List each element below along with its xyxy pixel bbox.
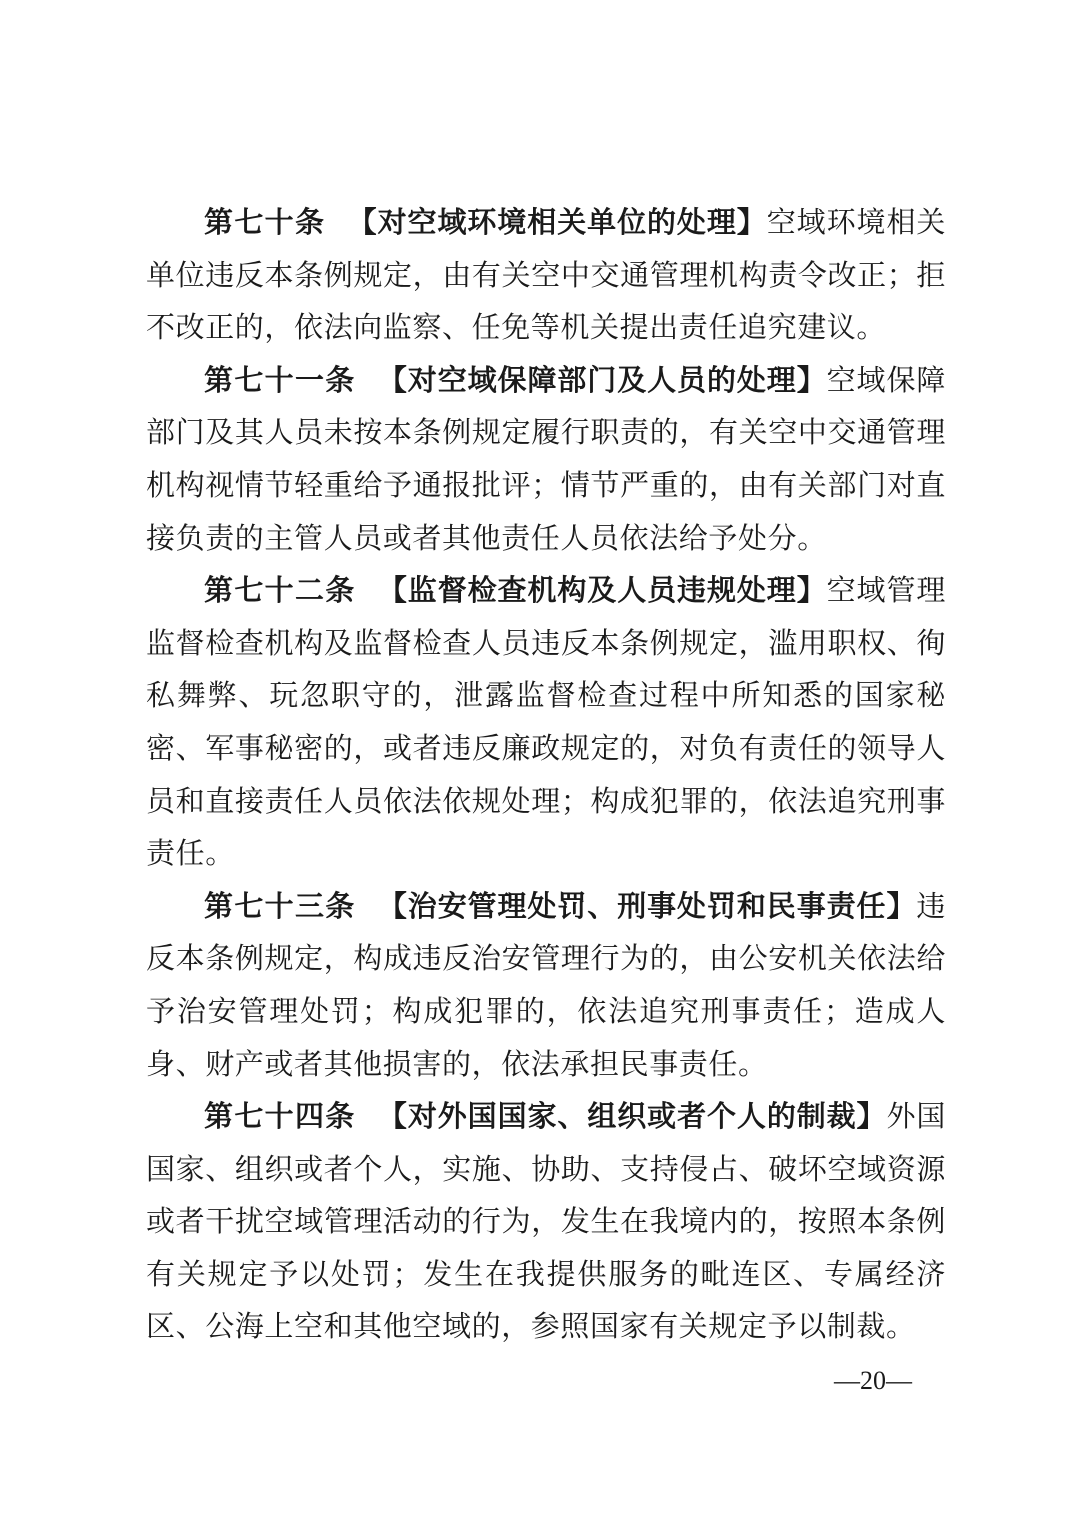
document-page bbox=[146, 196, 946, 1353]
article-body: 空域环境相关单位违反本条例规定，由有关空中交通管理机构责令改正；拒不改正的，依法向监察、任免等机关提出责任追究建议。 bbox=[146, 205, 946, 345]
article-title: 【治安管理处罚、刑事处罚和民事责任】 bbox=[377, 888, 917, 923]
article-body: 违反本条例规定，构成违反治安管理行为的，由公安机关依法给予治安管理处罚；构成犯罪的，依法追究刑事责任；造成人身、财产或者其他损害的，依法承担民事责任。 bbox=[146, 888, 946, 1081]
article-72 bbox=[146, 564, 946, 880]
article-number: 第七十四条 bbox=[204, 1099, 356, 1134]
article-73 bbox=[146, 880, 946, 1090]
article-body: 空域管理监督检查机构及监督检查人员违反本条例规定，滥用职权、徇私舞弊、玩忽职守的，泄露监督检查过程中所知悉的国家秘密、军事秘密的，或者违反廉政规定的，对负有责任的领导人员和直接责任人员依法依规处理；构成犯罪的，依法追究刑事责任。 bbox=[146, 573, 946, 871]
article-71 bbox=[146, 354, 946, 564]
article-title: 【对空域环境相关单位的处理】 bbox=[347, 205, 767, 239]
article-title: 【监督检查机构及人员违规处理】 bbox=[377, 573, 827, 608]
article-70 bbox=[146, 196, 946, 354]
article-body: 外国国家、组织或者个人，实施、协助、支持侵占、破坏空域资源或者干扰空域管理活动的行为，发生在我境内的，按照本条例有关规定予以处罚；发生在我提供服务的毗连区、专属经济区、公海上空和其他空域的，参照国家有关规定予以制裁。 bbox=[146, 1099, 947, 1344]
article-74 bbox=[146, 1090, 946, 1353]
article-title: 【对空域保障部门及人员的处理】 bbox=[377, 362, 827, 397]
article-body: 空域保障部门及其人员未按本条例规定履行职责的，有关空中交通管理机构视情节轻重给予通报批评；情节严重的，由有关部门对直接负责的主管人员或者其他责任人员依法给予处分。 bbox=[146, 362, 946, 555]
article-number: 第七十三条 bbox=[204, 888, 356, 923]
article-number: 第七十条 bbox=[204, 205, 326, 239]
article-title: 【对外国国家、组织或者个人的制裁】 bbox=[377, 1099, 887, 1134]
article-number: 第七十一条 bbox=[204, 362, 356, 397]
page-number: —20— bbox=[834, 1366, 912, 1395]
article-number: 第七十二条 bbox=[204, 573, 356, 608]
